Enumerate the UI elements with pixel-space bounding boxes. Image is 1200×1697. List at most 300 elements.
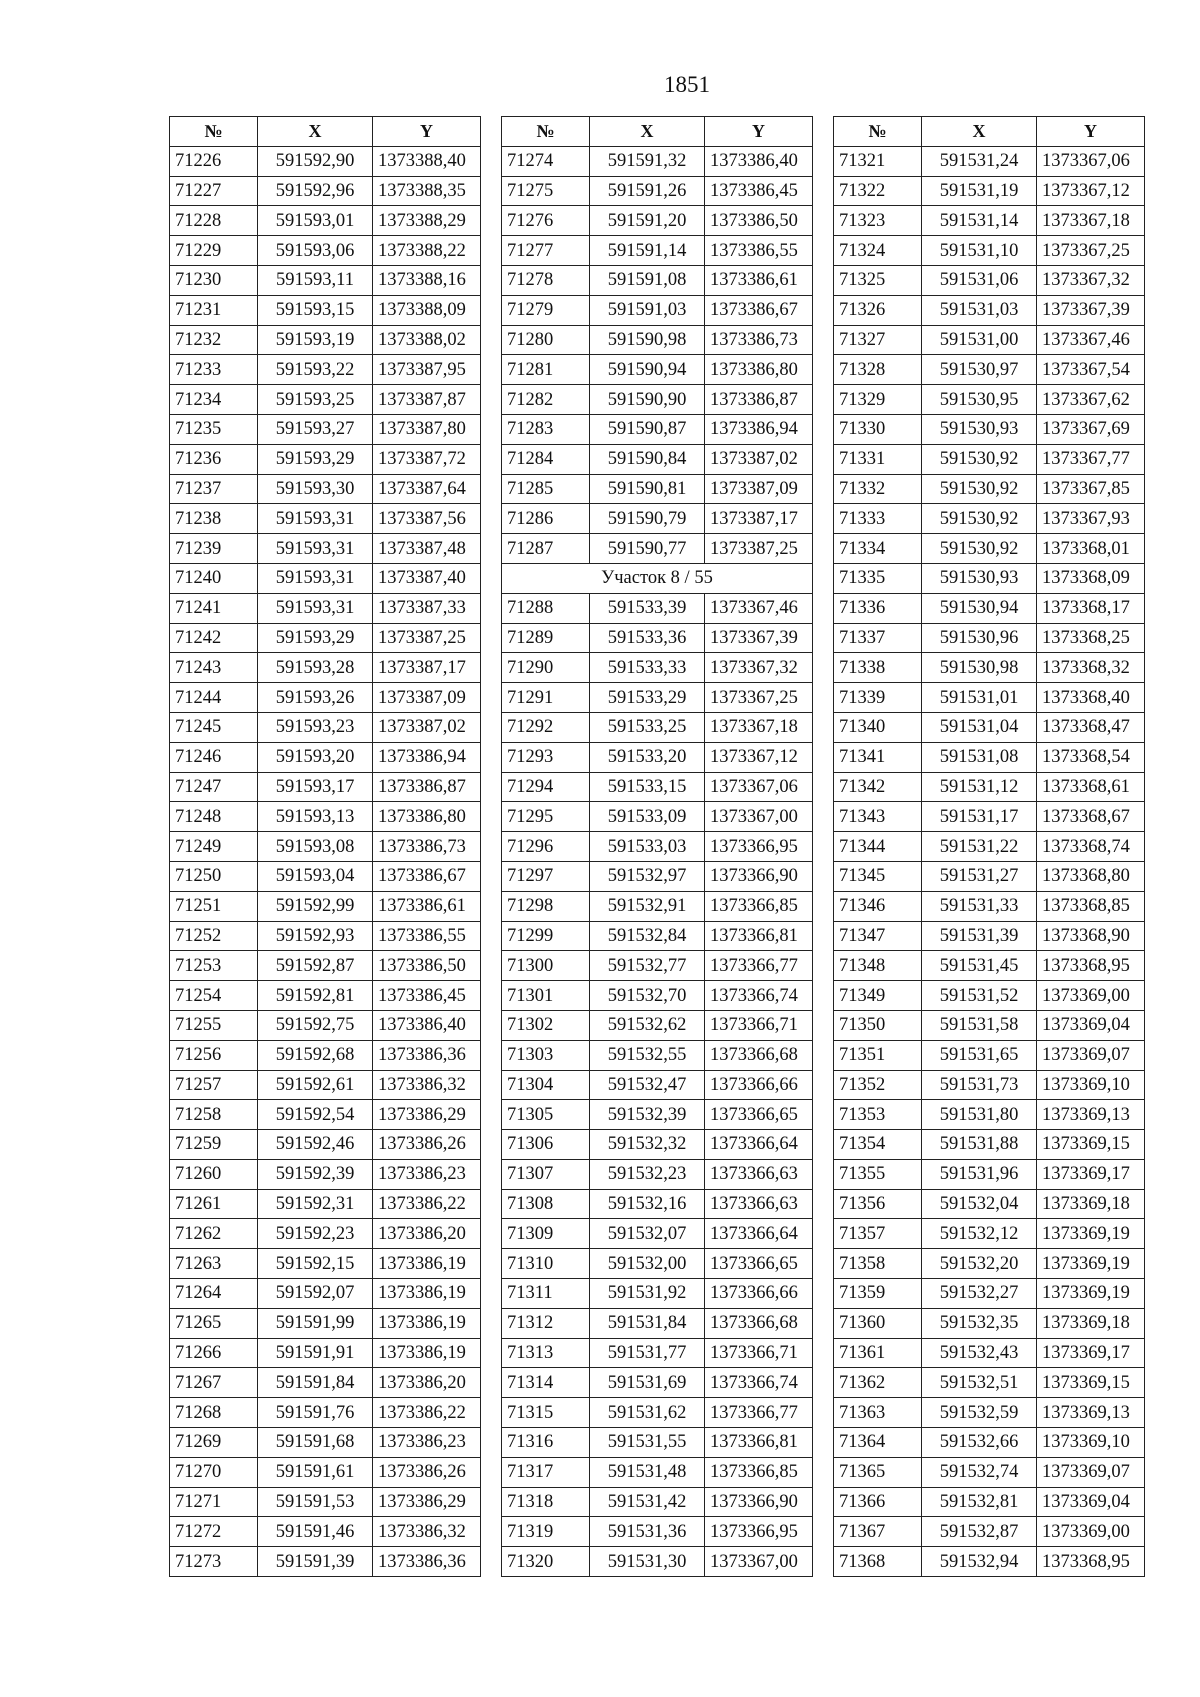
x-coordinate-cell: 591531,77 [590,1338,705,1368]
y-coordinate-cell: 1373366,68 [705,1308,813,1338]
y-coordinate-cell: 1373386,94 [705,414,813,444]
y-coordinate-cell: 1373368,01 [1037,534,1145,564]
table-row [834,1249,1145,1279]
x-coordinate-cell: 591593,31 [258,563,373,593]
point-number-cell: 71232 [170,325,258,355]
table-row [834,653,1145,683]
table-row [502,623,813,653]
point-number-cell: 71306 [502,1130,590,1160]
point-number-cell: 71245 [170,712,258,742]
table-row [834,325,1145,355]
table-row [502,653,813,683]
x-coordinate-cell: 591590,90 [590,385,705,415]
table-row [502,1368,813,1398]
x-coordinate-cell: 591593,31 [258,534,373,564]
x-coordinate-cell: 591593,29 [258,444,373,474]
point-number-cell: 71337 [834,623,922,653]
point-number-cell: 71246 [170,742,258,772]
table-row [834,1457,1145,1487]
y-coordinate-cell: 1373388,02 [373,325,481,355]
y-coordinate-cell: 1373387,17 [705,504,813,534]
y-coordinate-cell: 1373387,09 [705,474,813,504]
point-number-cell: 71291 [502,683,590,713]
y-coordinate-cell: 1373367,06 [705,772,813,802]
y-coordinate-cell: 1373387,02 [705,444,813,474]
y-coordinate-cell: 1373387,80 [373,414,481,444]
x-coordinate-cell: 591532,55 [590,1040,705,1070]
y-coordinate-cell: 1373386,40 [705,146,813,176]
point-number-cell: 71339 [834,683,922,713]
table-row [502,414,813,444]
y-coordinate-cell: 1373368,95 [1037,951,1145,981]
x-coordinate-cell: 591593,30 [258,474,373,504]
point-number-cell: 71309 [502,1219,590,1249]
x-coordinate-cell: 591532,35 [922,1308,1037,1338]
x-coordinate-cell: 591530,92 [922,504,1037,534]
x-coordinate-cell: 591530,94 [922,593,1037,623]
y-coordinate-cell: 1373386,61 [373,891,481,921]
y-coordinate-cell: 1373387,48 [373,534,481,564]
x-coordinate-cell: 591531,19 [922,176,1037,206]
x-coordinate-cell: 591532,74 [922,1457,1037,1487]
y-coordinate-cell: 1373367,39 [1037,295,1145,325]
x-coordinate-cell: 591531,88 [922,1130,1037,1160]
x-coordinate-cell: 591592,81 [258,981,373,1011]
table-row [502,176,813,206]
x-coordinate-cell: 591592,68 [258,1040,373,1070]
point-number-cell: 71327 [834,325,922,355]
x-coordinate-cell: 591590,81 [590,474,705,504]
x-coordinate-cell: 591531,06 [922,265,1037,295]
x-coordinate-cell: 591531,52 [922,981,1037,1011]
x-coordinate-cell: 591592,15 [258,1249,373,1279]
x-coordinate-cell: 591531,45 [922,951,1037,981]
point-number-cell: 71299 [502,921,590,951]
y-coordinate-cell: 1373368,67 [1037,802,1145,832]
coordinate-table-1 [169,116,481,1577]
table-row [834,1487,1145,1517]
table-row [170,1338,481,1368]
point-number-cell: 71356 [834,1189,922,1219]
x-coordinate-cell: 591593,11 [258,265,373,295]
x-coordinate-cell: 591532,77 [590,951,705,981]
point-number-cell: 71273 [170,1547,258,1577]
point-number-cell: 71338 [834,653,922,683]
table-row [502,325,813,355]
y-coordinate-cell: 1373386,45 [373,981,481,1011]
y-coordinate-cell: 1373367,32 [1037,265,1145,295]
point-number-cell: 71226 [170,146,258,176]
x-coordinate-cell: 591593,08 [258,832,373,862]
table-row [170,683,481,713]
y-coordinate-cell: 1373369,17 [1037,1338,1145,1368]
table-row [834,1279,1145,1309]
table-row [170,1130,481,1160]
header-row [502,117,813,147]
x-coordinate-cell: 591532,97 [590,861,705,891]
y-coordinate-cell: 1373386,87 [373,772,481,802]
point-number-cell: 71363 [834,1398,922,1428]
table-row [502,1457,813,1487]
y-coordinate-cell: 1373386,20 [373,1368,481,1398]
table-row [170,206,481,236]
point-number-cell: 71234 [170,385,258,415]
y-coordinate-cell: 1373367,18 [1037,206,1145,236]
y-coordinate-cell: 1373388,09 [373,295,481,325]
table-row [170,921,481,951]
point-number-cell: 71279 [502,295,590,325]
x-coordinate-cell: 591592,23 [258,1219,373,1249]
y-coordinate-cell: 1373368,61 [1037,772,1145,802]
x-coordinate-cell: 591531,48 [590,1457,705,1487]
y-coordinate-cell: 1373386,19 [373,1249,481,1279]
table-row [502,1428,813,1458]
y-coordinate-cell: 1373386,23 [373,1428,481,1458]
y-coordinate-cell: 1373368,17 [1037,593,1145,623]
header-x: X [590,117,705,147]
table-row [170,1100,481,1130]
x-coordinate-cell: 591532,27 [922,1279,1037,1309]
y-coordinate-cell: 1373369,00 [1037,1517,1145,1547]
section-label: Участок 8 / 55 [502,563,813,593]
x-coordinate-cell: 591532,43 [922,1338,1037,1368]
point-number-cell: 71302 [502,1010,590,1040]
header-row [170,117,481,147]
x-coordinate-cell: 591591,53 [258,1487,373,1517]
table-row [834,712,1145,742]
x-coordinate-cell: 591531,10 [922,236,1037,266]
x-coordinate-cell: 591532,20 [922,1249,1037,1279]
point-number-cell: 71308 [502,1189,590,1219]
y-coordinate-cell: 1373367,39 [705,623,813,653]
point-number-cell: 71323 [834,206,922,236]
y-coordinate-cell: 1373387,25 [705,534,813,564]
y-coordinate-cell: 1373386,19 [373,1308,481,1338]
point-number-cell: 71266 [170,1338,258,1368]
y-coordinate-cell: 1373367,00 [705,1547,813,1577]
point-number-cell: 71367 [834,1517,922,1547]
y-coordinate-cell: 1373366,95 [705,1517,813,1547]
point-number-cell: 71293 [502,742,590,772]
x-coordinate-cell: 591593,13 [258,802,373,832]
point-number-cell: 71366 [834,1487,922,1517]
table-row [834,1189,1145,1219]
point-number-cell: 71242 [170,623,258,653]
point-number-cell: 71244 [170,683,258,713]
table-row [170,176,481,206]
x-coordinate-cell: 591532,07 [590,1219,705,1249]
table-row [170,772,481,802]
x-coordinate-cell: 591532,00 [590,1249,705,1279]
y-coordinate-cell: 1373386,32 [373,1517,481,1547]
table-row [170,1547,481,1577]
table-row [834,1040,1145,1070]
y-coordinate-cell: 1373387,09 [373,683,481,713]
x-coordinate-cell: 591533,25 [590,712,705,742]
table-row [170,1249,481,1279]
header-row [834,117,1145,147]
point-number-cell: 71340 [834,712,922,742]
y-coordinate-cell: 1373367,18 [705,712,813,742]
point-number-cell: 71284 [502,444,590,474]
table-row [170,1070,481,1100]
x-coordinate-cell: 591531,24 [922,146,1037,176]
table-row [502,742,813,772]
table-row [834,623,1145,653]
point-number-cell: 71257 [170,1070,258,1100]
x-coordinate-cell: 591531,84 [590,1308,705,1338]
y-coordinate-cell: 1373368,09 [1037,563,1145,593]
x-coordinate-cell: 591593,15 [258,295,373,325]
x-coordinate-cell: 591531,96 [922,1159,1037,1189]
x-coordinate-cell: 591531,30 [590,1547,705,1577]
point-number-cell: 71249 [170,832,258,862]
x-coordinate-cell: 591593,06 [258,236,373,266]
y-coordinate-cell: 1373367,77 [1037,444,1145,474]
point-number-cell: 71261 [170,1189,258,1219]
point-number-cell: 71332 [834,474,922,504]
table-row [502,1159,813,1189]
x-coordinate-cell: 591533,20 [590,742,705,772]
y-coordinate-cell: 1373386,55 [705,236,813,266]
x-coordinate-cell: 591531,58 [922,1010,1037,1040]
table-row [502,1040,813,1070]
y-coordinate-cell: 1373386,80 [373,802,481,832]
table-row [502,712,813,742]
y-coordinate-cell: 1373366,66 [705,1070,813,1100]
y-coordinate-cell: 1373367,46 [1037,325,1145,355]
header-number: № [834,117,922,147]
point-number-cell: 71289 [502,623,590,653]
x-coordinate-cell: 591592,07 [258,1279,373,1309]
coordinate-table-2 [501,116,813,1577]
y-coordinate-cell: 1373366,77 [705,1398,813,1428]
y-coordinate-cell: 1373367,85 [1037,474,1145,504]
x-coordinate-cell: 591531,12 [922,772,1037,802]
y-coordinate-cell: 1373386,94 [373,742,481,772]
table-row [502,1130,813,1160]
point-number-cell: 71303 [502,1040,590,1070]
y-coordinate-cell: 1373367,12 [705,742,813,772]
y-coordinate-cell: 1373386,26 [373,1457,481,1487]
y-coordinate-cell: 1373367,06 [1037,146,1145,176]
x-coordinate-cell: 591530,98 [922,653,1037,683]
y-coordinate-cell: 1373369,04 [1037,1487,1145,1517]
table-row [502,1010,813,1040]
table-row [834,474,1145,504]
table-row [834,295,1145,325]
x-coordinate-cell: 591590,84 [590,444,705,474]
x-coordinate-cell: 591532,84 [590,921,705,951]
x-coordinate-cell: 591532,62 [590,1010,705,1040]
table-row [170,474,481,504]
y-coordinate-cell: 1373366,71 [705,1338,813,1368]
x-coordinate-cell: 591591,08 [590,265,705,295]
x-coordinate-cell: 591591,20 [590,206,705,236]
point-number-cell: 71353 [834,1100,922,1130]
table-row [834,1100,1145,1130]
y-coordinate-cell: 1373366,81 [705,921,813,951]
x-coordinate-cell: 591593,28 [258,653,373,683]
header-x: X [258,117,373,147]
table-row [502,772,813,802]
y-coordinate-cell: 1373387,56 [373,504,481,534]
x-coordinate-cell: 591532,12 [922,1219,1037,1249]
point-number-cell: 71359 [834,1279,922,1309]
y-coordinate-cell: 1373386,29 [373,1100,481,1130]
x-coordinate-cell: 591530,93 [922,563,1037,593]
table-row [170,593,481,623]
point-number-cell: 71343 [834,802,922,832]
table-row [170,1010,481,1040]
table-row [502,1308,813,1338]
x-coordinate-cell: 591533,29 [590,683,705,713]
x-coordinate-cell: 591531,80 [922,1100,1037,1130]
y-coordinate-cell: 1373388,40 [373,146,481,176]
table-row [170,1457,481,1487]
table-row [834,355,1145,385]
table-row [170,236,481,266]
y-coordinate-cell: 1373366,90 [705,861,813,891]
x-coordinate-cell: 591592,61 [258,1070,373,1100]
y-coordinate-cell: 1373387,95 [373,355,481,385]
x-coordinate-cell: 591532,66 [922,1428,1037,1458]
point-number-cell: 71269 [170,1428,258,1458]
y-coordinate-cell: 1373386,73 [373,832,481,862]
table-row [502,921,813,951]
y-coordinate-cell: 1373368,80 [1037,861,1145,891]
table-row [502,1487,813,1517]
point-number-cell: 71228 [170,206,258,236]
y-coordinate-cell: 1373366,66 [705,1279,813,1309]
x-coordinate-cell: 591531,62 [590,1398,705,1428]
y-coordinate-cell: 1373368,85 [1037,891,1145,921]
table-row [170,414,481,444]
x-coordinate-cell: 591533,36 [590,623,705,653]
y-coordinate-cell: 1373368,47 [1037,712,1145,742]
x-coordinate-cell: 591592,54 [258,1100,373,1130]
y-coordinate-cell: 1373366,81 [705,1428,813,1458]
point-number-cell: 71345 [834,861,922,891]
point-number-cell: 71320 [502,1547,590,1577]
table-row [170,1398,481,1428]
y-coordinate-cell: 1373367,12 [1037,176,1145,206]
point-number-cell: 71355 [834,1159,922,1189]
x-coordinate-cell: 591532,47 [590,1070,705,1100]
point-number-cell: 71331 [834,444,922,474]
y-coordinate-cell: 1373387,33 [373,593,481,623]
point-number-cell: 71278 [502,265,590,295]
y-coordinate-cell: 1373366,63 [705,1159,813,1189]
y-coordinate-cell: 1373386,29 [373,1487,481,1517]
x-coordinate-cell: 591591,26 [590,176,705,206]
table-row [170,1279,481,1309]
point-number-cell: 71235 [170,414,258,444]
x-coordinate-cell: 591532,70 [590,981,705,1011]
x-coordinate-cell: 591532,39 [590,1100,705,1130]
x-coordinate-cell: 591531,73 [922,1070,1037,1100]
table-row [502,1338,813,1368]
y-coordinate-cell: 1373366,65 [705,1249,813,1279]
x-coordinate-cell: 591592,39 [258,1159,373,1189]
point-number-cell: 71347 [834,921,922,951]
point-number-cell: 71253 [170,951,258,981]
table-row [834,1010,1145,1040]
point-number-cell: 71304 [502,1070,590,1100]
point-number-cell: 71264 [170,1279,258,1309]
x-coordinate-cell: 591533,03 [590,832,705,862]
x-coordinate-cell: 591590,94 [590,355,705,385]
y-coordinate-cell: 1373366,68 [705,1040,813,1070]
x-coordinate-cell: 591591,68 [258,1428,373,1458]
point-number-cell: 71255 [170,1010,258,1040]
table-row [834,891,1145,921]
x-coordinate-cell: 591533,09 [590,802,705,832]
table-row [502,1547,813,1577]
point-number-cell: 71252 [170,921,258,951]
y-coordinate-cell: 1373366,64 [705,1219,813,1249]
table-row [502,1249,813,1279]
page-number: 1851 [664,72,710,97]
y-coordinate-cell: 1373386,67 [373,861,481,891]
x-coordinate-cell: 591593,27 [258,414,373,444]
point-number-cell: 71321 [834,146,922,176]
y-coordinate-cell: 1373366,85 [705,891,813,921]
point-number-cell: 71281 [502,355,590,385]
x-coordinate-cell: 591533,15 [590,772,705,802]
table-row [502,1398,813,1428]
table-row [170,355,481,385]
y-coordinate-cell: 1373386,67 [705,295,813,325]
point-number-cell: 71272 [170,1517,258,1547]
x-coordinate-cell: 591530,96 [922,623,1037,653]
y-coordinate-cell: 1373387,17 [373,653,481,683]
point-number-cell: 71238 [170,504,258,534]
x-coordinate-cell: 591532,23 [590,1159,705,1189]
table-row [834,921,1145,951]
y-coordinate-cell: 1373387,72 [373,444,481,474]
x-coordinate-cell: 591531,04 [922,712,1037,742]
point-number-cell: 71290 [502,653,590,683]
point-number-cell: 71230 [170,265,258,295]
x-coordinate-cell: 591593,22 [258,355,373,385]
point-number-cell: 71316 [502,1428,590,1458]
point-number-cell: 71233 [170,355,258,385]
x-coordinate-cell: 591531,27 [922,861,1037,891]
point-number-cell: 71349 [834,981,922,1011]
y-coordinate-cell: 1373386,22 [373,1189,481,1219]
point-number-cell: 71274 [502,146,590,176]
y-coordinate-cell: 1373369,13 [1037,1100,1145,1130]
x-coordinate-cell: 591531,00 [922,325,1037,355]
y-coordinate-cell: 1373386,50 [373,951,481,981]
y-coordinate-cell: 1373387,87 [373,385,481,415]
table-row [502,474,813,504]
point-number-cell: 71297 [502,861,590,891]
point-number-cell: 71288 [502,593,590,623]
table-row [834,981,1145,1011]
x-coordinate-cell: 591591,99 [258,1308,373,1338]
header-y: Y [705,117,813,147]
point-number-cell: 71310 [502,1249,590,1279]
point-number-cell: 71229 [170,236,258,266]
point-number-cell: 71324 [834,236,922,266]
y-coordinate-cell: 1373386,40 [373,1010,481,1040]
y-coordinate-cell: 1373386,61 [705,265,813,295]
table-row [502,385,813,415]
table-row [834,1130,1145,1160]
point-number-cell: 71354 [834,1130,922,1160]
